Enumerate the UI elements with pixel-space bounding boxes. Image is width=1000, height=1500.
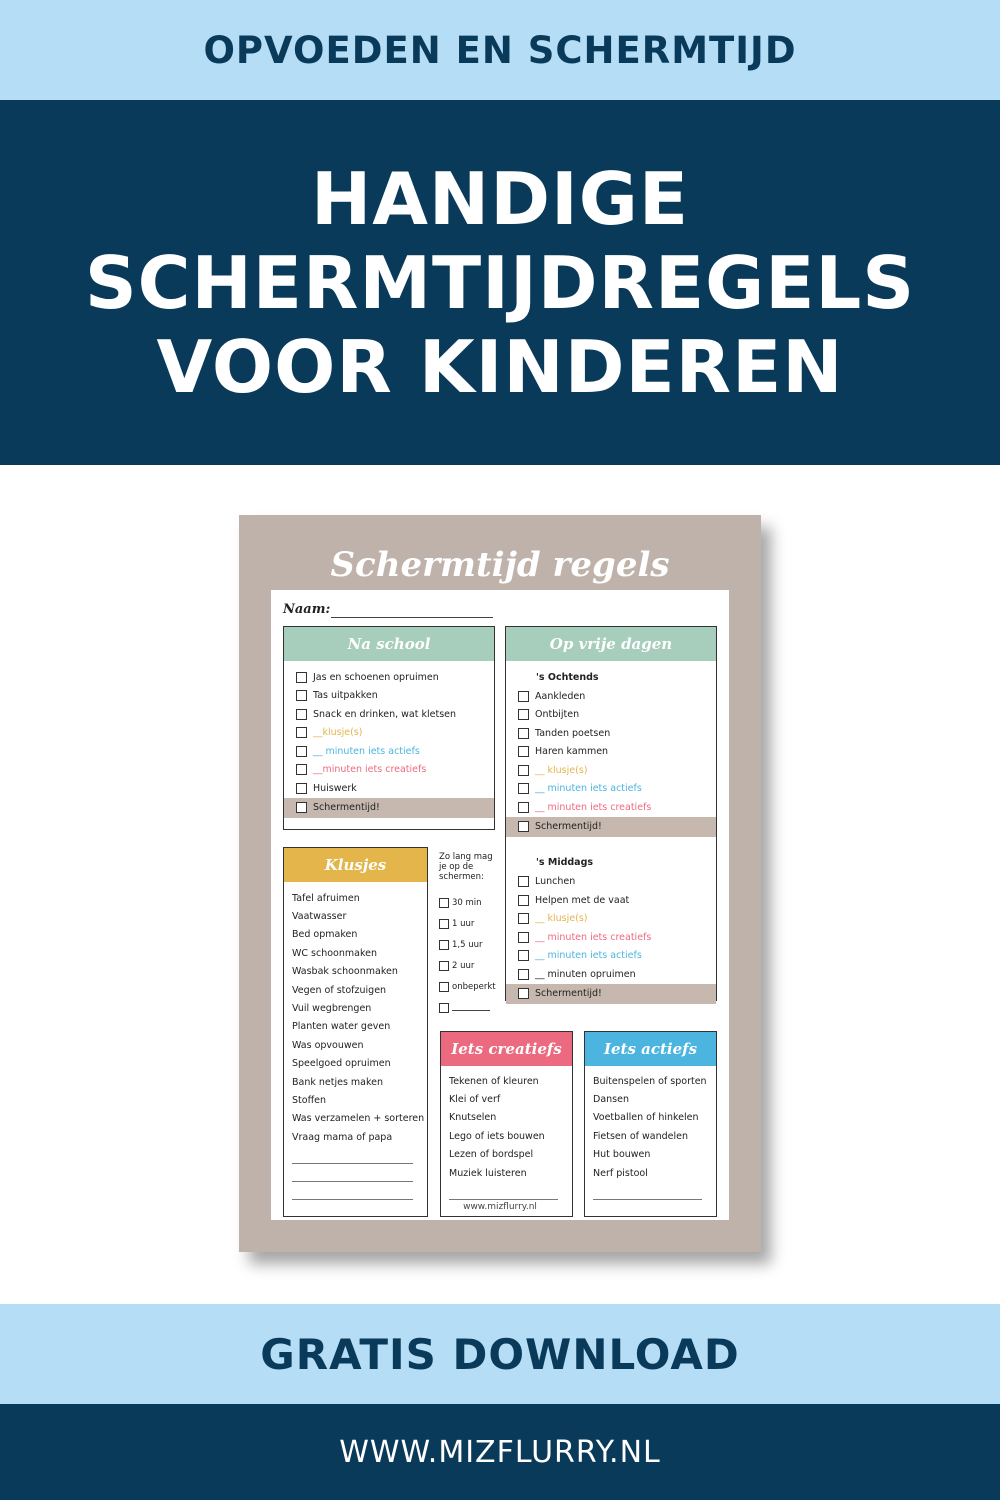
checklist-item: __ minuten iets creatiefs	[506, 798, 716, 817]
checkbox-icon	[296, 802, 307, 813]
time-option: onbeperkt	[439, 976, 499, 997]
sheet-title: Schermtijd regels	[330, 545, 670, 585]
write-line	[593, 1182, 702, 1200]
sheet-website: www.mizflurry.nl	[463, 1202, 537, 1212]
active-item: Dansen	[593, 1094, 629, 1106]
footer-banner	[0, 1404, 1000, 1500]
checklist-item: __ minuten iets actiefs	[506, 780, 716, 799]
checklist-item: __ minuten opruimen	[506, 965, 716, 984]
active-item: Nerf pistool	[593, 1167, 648, 1179]
checklist-item: __minuten iets creatiefs	[284, 761, 494, 780]
checkbox-icon	[518, 765, 529, 776]
checkbox-icon	[518, 802, 529, 813]
checklist-item: Haren kammen	[506, 743, 716, 762]
checkbox-icon	[296, 672, 307, 683]
middag-label: 's Middags	[536, 857, 594, 868]
chore-item: Vuil wegbrengen	[292, 1003, 372, 1015]
checklist-item: Helpen met de vaat	[506, 891, 716, 910]
creative-item: Lego of iets bouwen	[449, 1130, 545, 1142]
chore-item: Speelgoed opruimen	[292, 1058, 391, 1070]
box-na-school	[283, 626, 495, 830]
time-option: 30 min	[439, 892, 499, 913]
top-banner	[0, 0, 1000, 100]
active-item: Voetballen of hinkelen	[593, 1112, 699, 1124]
checklist-item: __ minuten iets creatiefs	[506, 928, 716, 947]
checkbox-icon	[518, 876, 529, 887]
hero-banner	[0, 100, 1000, 465]
checkbox-icon	[296, 746, 307, 757]
box-iets-creatiefs-title: Iets creatiefs	[441, 1032, 572, 1066]
write-line	[292, 1146, 413, 1164]
creative-item: Tekenen of kleuren	[449, 1075, 539, 1087]
checkbox-icon	[518, 709, 529, 720]
write-line	[452, 1010, 490, 1011]
hero-title-line-3: VOOR KINDEREN	[156, 324, 844, 409]
checkbox-icon	[296, 727, 307, 738]
ochtend-label: 's Ochtends	[536, 671, 599, 683]
checklist-item: __ minuten iets actiefs	[284, 742, 494, 761]
checklist-item: __ minuten iets actiefs	[506, 947, 716, 966]
checklist-item-screen-time: Schermentijd!	[506, 984, 716, 1004]
footer-url[interactable]: WWW.MIZFLURRY.NL	[339, 1434, 661, 1470]
checkbox-icon	[518, 691, 529, 702]
checklist-item: __klusje(s)	[284, 724, 494, 743]
box-vrije-dagen-title: Op vrije dagen	[506, 627, 716, 661]
checklist-item: Jas en schoenen opruimen	[284, 668, 494, 687]
box-na-school-title: Na school	[284, 627, 494, 661]
creative-item: Muziek luisteren	[449, 1167, 527, 1179]
checkbox-icon	[439, 919, 449, 929]
screen-time-heading: Zo lang mag je op de schermen:	[439, 852, 493, 882]
screen-time-limit	[439, 852, 499, 1018]
checklist-item-screen-time: Schermentijd!	[284, 798, 494, 818]
checkbox-icon	[518, 746, 529, 757]
checkbox-icon	[296, 709, 307, 720]
time-option: 1,5 uur	[439, 934, 499, 955]
checklist-item-screen-time: Schermentijd!	[506, 817, 716, 837]
checkbox-icon	[518, 821, 529, 832]
chore-item: WC schoonmaken	[292, 947, 377, 959]
chore-item: Wasbak schoonmaken	[292, 966, 398, 978]
checkbox-icon	[296, 764, 307, 775]
checkbox-icon	[518, 988, 529, 999]
checklist-item: __ klusje(s)	[506, 761, 716, 780]
creative-item: Knutselen	[449, 1112, 497, 1124]
active-item: Fietsen of wandelen	[593, 1130, 688, 1142]
write-line	[449, 1182, 558, 1200]
name-label: Naam:	[283, 602, 331, 617]
chore-item: Tafel afruimen	[292, 892, 360, 904]
chore-item: Vraag mama of papa	[292, 1131, 393, 1143]
chore-item: Vegen of stofzuigen	[292, 984, 387, 996]
chore-item: Was opvouwen	[292, 1039, 364, 1051]
checklist-item: __ klusje(s)	[506, 910, 716, 929]
checklist-item: Ontbijten	[506, 706, 716, 725]
box-klusjes-title: Klusjes	[284, 848, 427, 882]
sheet-paper	[271, 590, 729, 1220]
checklist-item: Huiswerk	[284, 779, 494, 798]
box-vrije-dagen	[505, 626, 717, 1001]
active-item: Hut bouwen	[593, 1149, 651, 1161]
checkbox-icon	[296, 690, 307, 701]
checkbox-icon	[439, 898, 449, 908]
box-iets-actiefs	[584, 1031, 717, 1217]
hero-title-line-1: HANDIGE	[310, 156, 690, 241]
checkbox-icon	[439, 982, 449, 992]
time-option-blank	[439, 997, 499, 1018]
checkbox-icon	[518, 728, 529, 739]
checkbox-icon	[439, 961, 449, 971]
printable-preview	[239, 515, 761, 1252]
write-line	[292, 1164, 413, 1182]
creative-item: Lezen of bordspel	[449, 1149, 534, 1161]
box-iets-actiefs-title: Iets actiefs	[585, 1032, 716, 1066]
creative-item: Klei of verf	[449, 1094, 501, 1106]
checkbox-icon	[518, 895, 529, 906]
time-option: 2 uur	[439, 955, 499, 976]
checkbox-icon	[439, 940, 449, 950]
checkbox-icon	[518, 913, 529, 924]
checkbox-icon	[518, 950, 529, 961]
time-option: 1 uur	[439, 913, 499, 934]
chore-item: Bank netjes maken	[292, 1076, 384, 1088]
checklist-item: Aankleden	[506, 687, 716, 706]
checklist-item: Snack en drinken, wat kletsen	[284, 705, 494, 724]
checkbox-icon	[518, 783, 529, 794]
checklist-item: Tas uitpakken	[284, 687, 494, 706]
write-line	[292, 1182, 413, 1200]
checkbox-icon	[518, 969, 529, 980]
checklist-item: Lunchen	[506, 873, 716, 892]
checkbox-icon	[439, 1003, 449, 1013]
chore-item: Vaatwasser	[292, 911, 347, 923]
category-label: OPVOEDEN EN SCHERMTIJD	[203, 28, 797, 72]
box-klusjes	[283, 847, 428, 1217]
active-item: Buitenspelen of sporten	[593, 1075, 707, 1087]
name-line	[331, 617, 493, 618]
box-iets-creatiefs	[440, 1031, 573, 1217]
chore-item: Was verzamelen + sorteren	[292, 1113, 425, 1125]
checkbox-icon	[296, 783, 307, 794]
checkbox-icon	[518, 932, 529, 943]
checklist-item: Tanden poetsen	[506, 724, 716, 743]
chore-item: Planten water geven	[292, 1021, 391, 1033]
download-label[interactable]: GRATIS DOWNLOAD	[260, 1329, 740, 1379]
download-banner[interactable]	[0, 1304, 1000, 1404]
hero-title-line-2: SCHERMTIJDREGELS	[84, 240, 916, 325]
chore-item: Bed opmaken	[292, 929, 358, 941]
chore-item: Stoffen	[292, 1094, 326, 1106]
